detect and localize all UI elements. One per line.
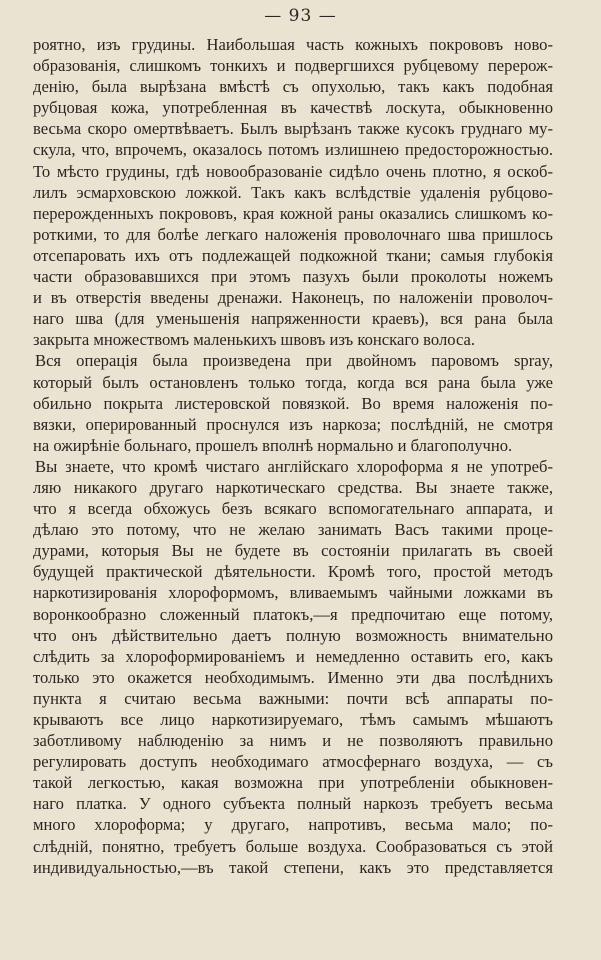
text-line: много хлороформа; у другаго, напротивъ, весьма мало; по- xyxy=(33,815,553,835)
text-line: То мѣсто грудины, гдѣ новообразованіе сидѣло очень плотно, я оскоб- xyxy=(33,161,553,181)
text-line: индивидуальностью,—въ такой степени, какъ это представляется xyxy=(33,857,553,877)
text-line: что я всегда обхожусь безъ всякаго вспомогательнаго аппарата, и xyxy=(33,499,553,519)
text-line: только это окажется необходимымъ. Именно эти два послѣднихъ xyxy=(33,667,553,687)
body-text xyxy=(33,34,553,878)
text-line: наго платка. У одного субъекта полный наркозъ требуетъ весьма xyxy=(33,794,553,814)
text-line: весьма скоро омертвѣваетъ. Былъ вырѣзанъ также кусокъ груднаго му- xyxy=(33,119,553,139)
text-line: слѣдить за хлороформированіемъ и немедленно оставить его, какъ xyxy=(33,646,553,666)
text-line: обильно покрыта листеровской повязкой. Во время наложенія по- xyxy=(33,393,553,413)
text-line: образованія, слишкомъ тонкихъ и подвергшихся рубцевому перерож- xyxy=(33,56,553,76)
text-line: перерожденныхъ покрововъ, края кожной раны оказались слишкомъ ко- xyxy=(33,203,553,223)
text-line: закрыта множествомъ маленькихъ швовъ изъ конскаго волоса. xyxy=(33,330,476,350)
text-line: крываютъ все лицо наркотизируемаго, тѣмъ самымъ мѣшаютъ xyxy=(33,710,553,729)
text-line: такой легкостью, какая возможна при употребленіи обыкновен- xyxy=(33,773,553,793)
text-line: Вся операція была произведена при двойномъ паровомъ spray, xyxy=(35,351,553,371)
text-line: роткими, то для болѣе легкаго наложенія проволочнаго шва пришлось xyxy=(33,224,553,244)
text-line: наго шва (для уменьшенія напряженности краевъ), вся рана была xyxy=(33,309,553,329)
text-line: денію, была вырѣзана вмѣстѣ съ опухолью, такъ какъ подобная xyxy=(33,77,553,97)
text-line: ляю никакого другаго наркотическаго средства. Вы знаете также, xyxy=(33,477,553,497)
text-line: отсепаровать ихъ отъ подлежащей подкожной ткани; самыя глубокія xyxy=(33,245,553,265)
text-line: который былъ остановленъ только тогда, когда вся рана была уже xyxy=(33,372,553,392)
text-line: пункта я считаю весьма важными: почти всѣ аппараты по- xyxy=(33,688,553,708)
text-line: вязки, оперированный проснулся изъ наркоза; послѣдній, не смотря xyxy=(33,414,553,434)
text-line: на ожирѣніе больнаго, прошелъ вполнѣ нормально и благополучно. xyxy=(33,435,513,455)
text-line: заботливому наблюденію за нимъ и не позволяютъ правильно xyxy=(33,731,553,751)
page-number: — 93 — xyxy=(264,6,337,26)
text-line: дѣлаю это потому, что не желаю занимать Васъ такими проце- xyxy=(33,520,553,540)
text-line: скула, что, впрочемъ, оказалось потомъ излишнею предосторожностью. xyxy=(33,140,553,160)
text-line: дурами, которыя Вы не будете въ состояніи прилагать въ своей xyxy=(33,541,553,561)
text-line: наркотизированія хлороформомъ, вливаемымъ чайными ложками въ xyxy=(33,583,553,603)
text-line: воронкообразно сложенный платокъ,—я предпочитаю еще потому, xyxy=(33,604,553,624)
text-line: будущей практической дѣятельности. Кромѣ того, простой методъ xyxy=(33,562,553,582)
text-line: Вы знаете, что кромѣ чистаго англійскаго хлороформа я не употреб- xyxy=(35,456,553,476)
text-line: части образовавшихся при этомъ пазухъ были проколоты ножемъ xyxy=(33,267,553,287)
text-line: слѣдній, понятно, требуетъ больше воздуха. Сообразоваться съ этой xyxy=(33,836,553,856)
text-line: роятно, изъ грудины. Наибольшая часть кожныхъ покрововъ ново- xyxy=(33,35,553,54)
text-line: лилъ эсмарховскою ложкой. Такъ какъ вслѣдствіе удаленія рубцово- xyxy=(33,182,553,202)
text-line: и въ отверстія введены дренажи. Наконецъ, по наложеніи проволоч- xyxy=(33,288,553,308)
text-line: что онъ дѣйствительно даетъ полную возможность внимательно xyxy=(33,625,553,645)
text-line: регулировать доступъ необходимаго атмосфернаго воздуха, — съ xyxy=(33,752,553,772)
text-line: рубцовая кожа, употребленная въ качествѣ лоскута, обыкновенно xyxy=(33,98,553,118)
